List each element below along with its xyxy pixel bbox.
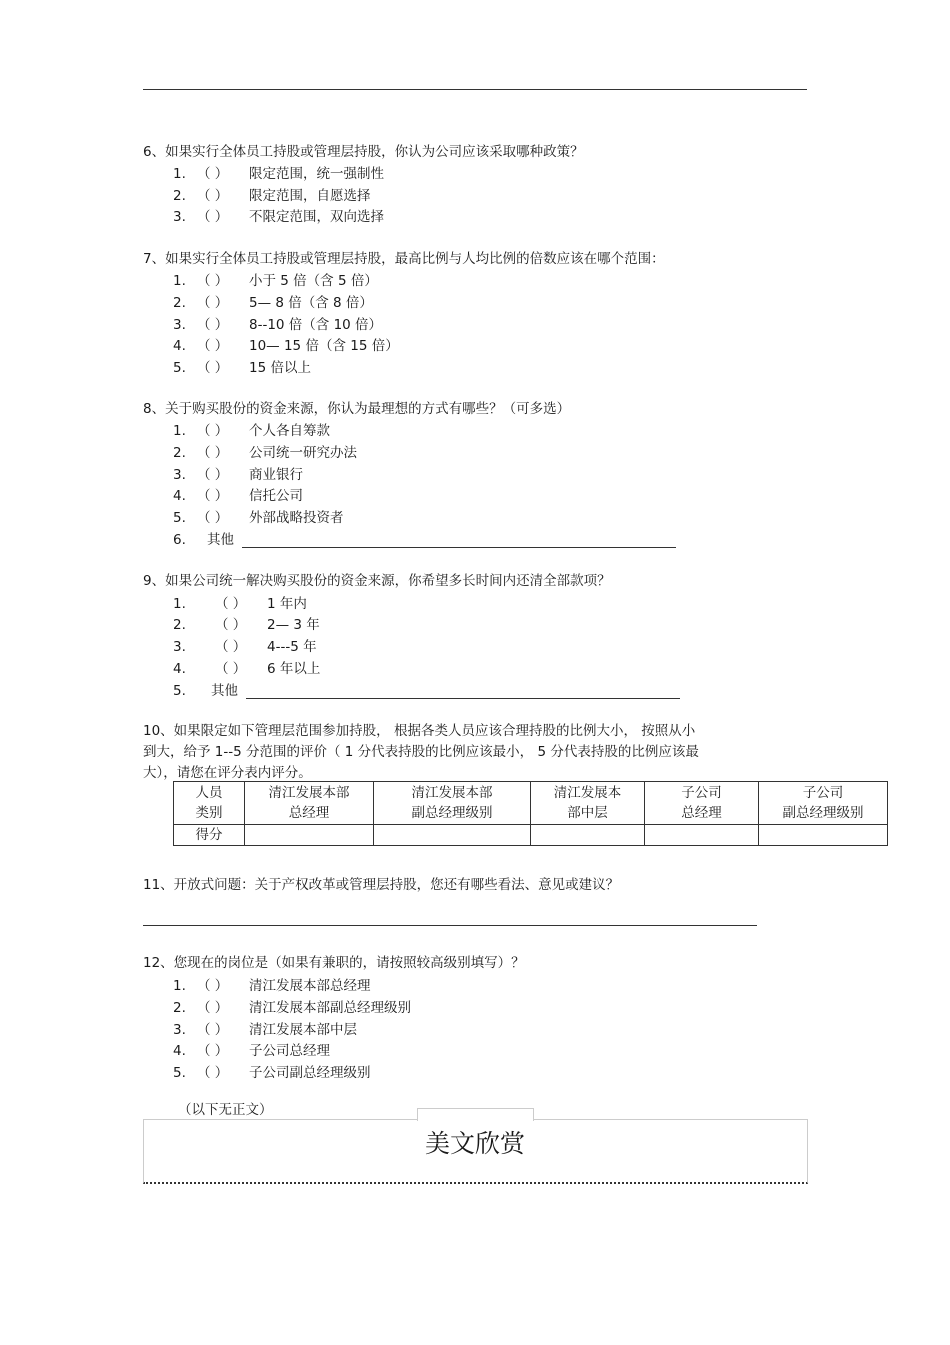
- question-8-option-4[interactable]: [173, 484, 303, 504]
- header-text: 总经理: [681, 805, 722, 821]
- question-8-title: 8、关于购买股份的资金来源，你认为最理想的方式有哪些？（可多选）: [143, 401, 571, 417]
- option-number: 5.: [173, 683, 186, 699]
- option-checkbox[interactable]: （ ）: [215, 617, 247, 633]
- option-label: 8--10 倍（含 10 倍）: [249, 317, 383, 333]
- option-checkbox[interactable]: （ ）: [197, 467, 229, 483]
- option-number: 1.: [173, 596, 186, 612]
- open-answer-field[interactable]: [143, 925, 757, 926]
- other-answer-field[interactable]: [242, 533, 676, 548]
- question-8-option-5[interactable]: [173, 506, 344, 526]
- header-text: 子公司: [681, 785, 722, 801]
- option-checkbox[interactable]: （ ）: [197, 423, 229, 439]
- option-label: 清江发展本部中层: [249, 1022, 357, 1038]
- option-number: 1.: [173, 273, 186, 289]
- question-10-line-2: 到大，给予 1--5 分范围的评价（ 1 分代表持股的比例应该最小， 5 分代表持股的比例应该最: [143, 744, 699, 760]
- question-9-option-1[interactable]: [173, 592, 307, 612]
- option-label: 限定范围，自愿选择: [249, 188, 371, 204]
- option-label: 信托公司: [249, 488, 303, 504]
- option-checkbox[interactable]: （ ）: [197, 1065, 229, 1081]
- table-header-row: [174, 782, 888, 825]
- question-9-option-4[interactable]: [173, 657, 320, 677]
- question-8-other: [173, 528, 676, 548]
- score-input-cell[interactable]: [374, 825, 531, 846]
- option-number: 4.: [173, 338, 186, 354]
- option-checkbox[interactable]: （ ）: [197, 1000, 229, 1016]
- question-12-option-4[interactable]: [173, 1039, 330, 1059]
- question-8-option-3[interactable]: [173, 463, 303, 483]
- score-input-cell[interactable]: [759, 825, 888, 846]
- question-11-title: 11、开放式问题：关于产权改革或管理层持股，您还有哪些看法、意见或建议？: [143, 877, 620, 893]
- question-9-option-3[interactable]: [173, 635, 317, 655]
- option-number: 5.: [173, 1065, 186, 1081]
- appreciation-title: 美文欣赏: [424, 1129, 525, 1158]
- option-number: 2.: [173, 188, 186, 204]
- box-tab: [417, 1108, 534, 1121]
- option-checkbox[interactable]: （ ）: [197, 166, 229, 182]
- table-row-header-cell: [174, 782, 245, 825]
- option-number: 3.: [173, 317, 186, 333]
- question-9-title: 9、如果公司统一解决购买股份的资金来源，你希望多长时间内还清全部款项？: [143, 573, 611, 589]
- option-number: 1.: [173, 423, 186, 439]
- table-row: [174, 825, 888, 846]
- option-checkbox[interactable]: （ ）: [215, 661, 247, 677]
- question-8-option-2[interactable]: [173, 441, 357, 461]
- option-label: 限定范围，统一强制性: [249, 166, 384, 182]
- other-label: 其他: [207, 532, 234, 548]
- option-label: 不限定范围，双向选择: [249, 209, 384, 225]
- option-label: 小于 5 倍（含 5 倍）: [249, 273, 378, 289]
- option-number: 3.: [173, 467, 186, 483]
- other-answer-field[interactable]: [246, 684, 680, 699]
- header-text: 副总经理级别: [411, 805, 493, 821]
- question-8-option-1[interactable]: [173, 419, 330, 439]
- option-label: 子公司总经理: [249, 1043, 330, 1059]
- question-9-option-2[interactable]: [173, 613, 320, 633]
- option-number: 2.: [173, 617, 186, 633]
- option-number: 2.: [173, 295, 186, 311]
- option-number: 2.: [173, 445, 186, 461]
- option-number: 3.: [173, 639, 186, 655]
- option-checkbox[interactable]: （ ）: [197, 273, 229, 289]
- question-10-line-1: 10、如果限定如下管理层范围参加持股， 根据各类人员应该合理持股的比例大小， 按照从小: [143, 723, 696, 739]
- question-12-option-1[interactable]: [173, 974, 371, 994]
- option-label: 15 倍以上: [249, 360, 311, 376]
- option-label: 清江发展本部总经理: [249, 978, 371, 994]
- header-text: 类别: [195, 805, 223, 821]
- option-number: 6.: [173, 532, 186, 548]
- option-label: 1 年内: [267, 596, 307, 612]
- option-label: 子公司副总经理级别: [249, 1065, 371, 1081]
- header-text: 清江发展本: [553, 785, 622, 801]
- option-checkbox[interactable]: （ ）: [197, 1022, 229, 1038]
- header-text: 清江发展本部: [411, 785, 493, 801]
- question-6-title: 6、如果实行全体员工持股或管理层持股，你认为公司应该采取哪种政策？: [143, 144, 584, 160]
- table-column-header: [245, 782, 374, 825]
- option-checkbox[interactable]: （ ）: [197, 488, 229, 504]
- question-6-option-2[interactable]: [173, 184, 371, 204]
- header-text: 人员: [195, 785, 223, 801]
- header-rule: [143, 89, 807, 90]
- table-column-header: [645, 782, 759, 825]
- option-label: 商业银行: [249, 467, 303, 483]
- score-input-cell[interactable]: [245, 825, 374, 846]
- header-text: 清江发展本部: [268, 785, 350, 801]
- header-text: 子公司: [802, 785, 844, 801]
- option-number: 5.: [173, 360, 186, 376]
- option-label: 公司统一研究办法: [249, 445, 357, 461]
- option-number: 1.: [173, 166, 186, 182]
- option-checkbox[interactable]: （ ）: [197, 338, 229, 354]
- option-number: 2.: [173, 1000, 186, 1016]
- question-10-line-3: 大），请您在评分表内评分。: [143, 765, 312, 781]
- option-label: 4---5 年: [267, 639, 317, 655]
- question-7-option-2[interactable]: [173, 291, 373, 311]
- table-column-header: [374, 782, 531, 825]
- option-checkbox[interactable]: （ ）: [197, 1043, 229, 1059]
- question-12-option-5[interactable]: [173, 1061, 371, 1081]
- option-checkbox[interactable]: （ ）: [197, 188, 229, 204]
- question-6-option-1[interactable]: [173, 162, 384, 182]
- header-text: 副总经理级别: [782, 805, 864, 821]
- option-label: 外部战略投资者: [249, 510, 344, 526]
- question-7-option-5[interactable]: [173, 356, 311, 376]
- option-checkbox[interactable]: （ ）: [197, 445, 229, 461]
- score-label-cell: 得分: [174, 825, 245, 846]
- question-7-option-3[interactable]: [173, 313, 382, 333]
- question-7-option-4[interactable]: [173, 334, 399, 354]
- question-6-option-3[interactable]: [173, 205, 384, 225]
- option-label: 清江发展本部副总经理级别: [249, 1000, 411, 1016]
- question-9-other: [173, 679, 680, 699]
- table-column-header: [531, 782, 645, 825]
- option-checkbox[interactable]: （ ）: [197, 209, 229, 225]
- question-12-option-3[interactable]: [173, 1018, 357, 1038]
- question-12-option-2[interactable]: [173, 996, 411, 1016]
- option-checkbox[interactable]: （ ）: [197, 295, 229, 311]
- score-input-cell[interactable]: [531, 825, 645, 846]
- option-label: 5— 8 倍（含 8 倍）: [249, 295, 373, 311]
- header-text: 部中层: [567, 805, 608, 821]
- option-checkbox[interactable]: （ ）: [197, 978, 229, 994]
- other-label: 其他: [211, 683, 238, 699]
- option-checkbox[interactable]: （ ）: [197, 510, 229, 526]
- header-text: 总经理: [288, 805, 330, 821]
- option-number: 4.: [173, 488, 186, 504]
- option-number: 1.: [173, 978, 186, 994]
- option-number: 3.: [173, 1022, 186, 1038]
- option-checkbox[interactable]: （ ）: [215, 639, 247, 655]
- table-column-header: [759, 782, 888, 825]
- option-number: 5.: [173, 510, 186, 526]
- question-7-option-1[interactable]: [173, 269, 378, 289]
- option-checkbox[interactable]: （ ）: [197, 317, 229, 333]
- option-number: 4.: [173, 1043, 186, 1059]
- question-7-title: 7、如果实行全体员工持股或管理层持股，最高比例与人均比例的倍数应该在哪个范围：: [143, 251, 665, 267]
- option-label: 6 年以上: [267, 661, 321, 677]
- end-note: （以下无正文）: [178, 1102, 273, 1118]
- score-input-cell[interactable]: [645, 825, 759, 846]
- rating-table: [173, 781, 888, 846]
- option-label: 10— 15 倍（含 15 倍）: [249, 338, 399, 354]
- option-number: 4.: [173, 661, 186, 677]
- option-number: 3.: [173, 209, 186, 225]
- question-12-title: 12、您现在的岗位是（如果有兼职的，请按照较高级别填写）？: [143, 955, 525, 971]
- option-label: 个人各自筹款: [249, 423, 330, 439]
- option-checkbox[interactable]: （ ）: [215, 596, 247, 612]
- option-label: 2— 3 年: [267, 617, 320, 633]
- option-checkbox[interactable]: （ ）: [197, 360, 229, 376]
